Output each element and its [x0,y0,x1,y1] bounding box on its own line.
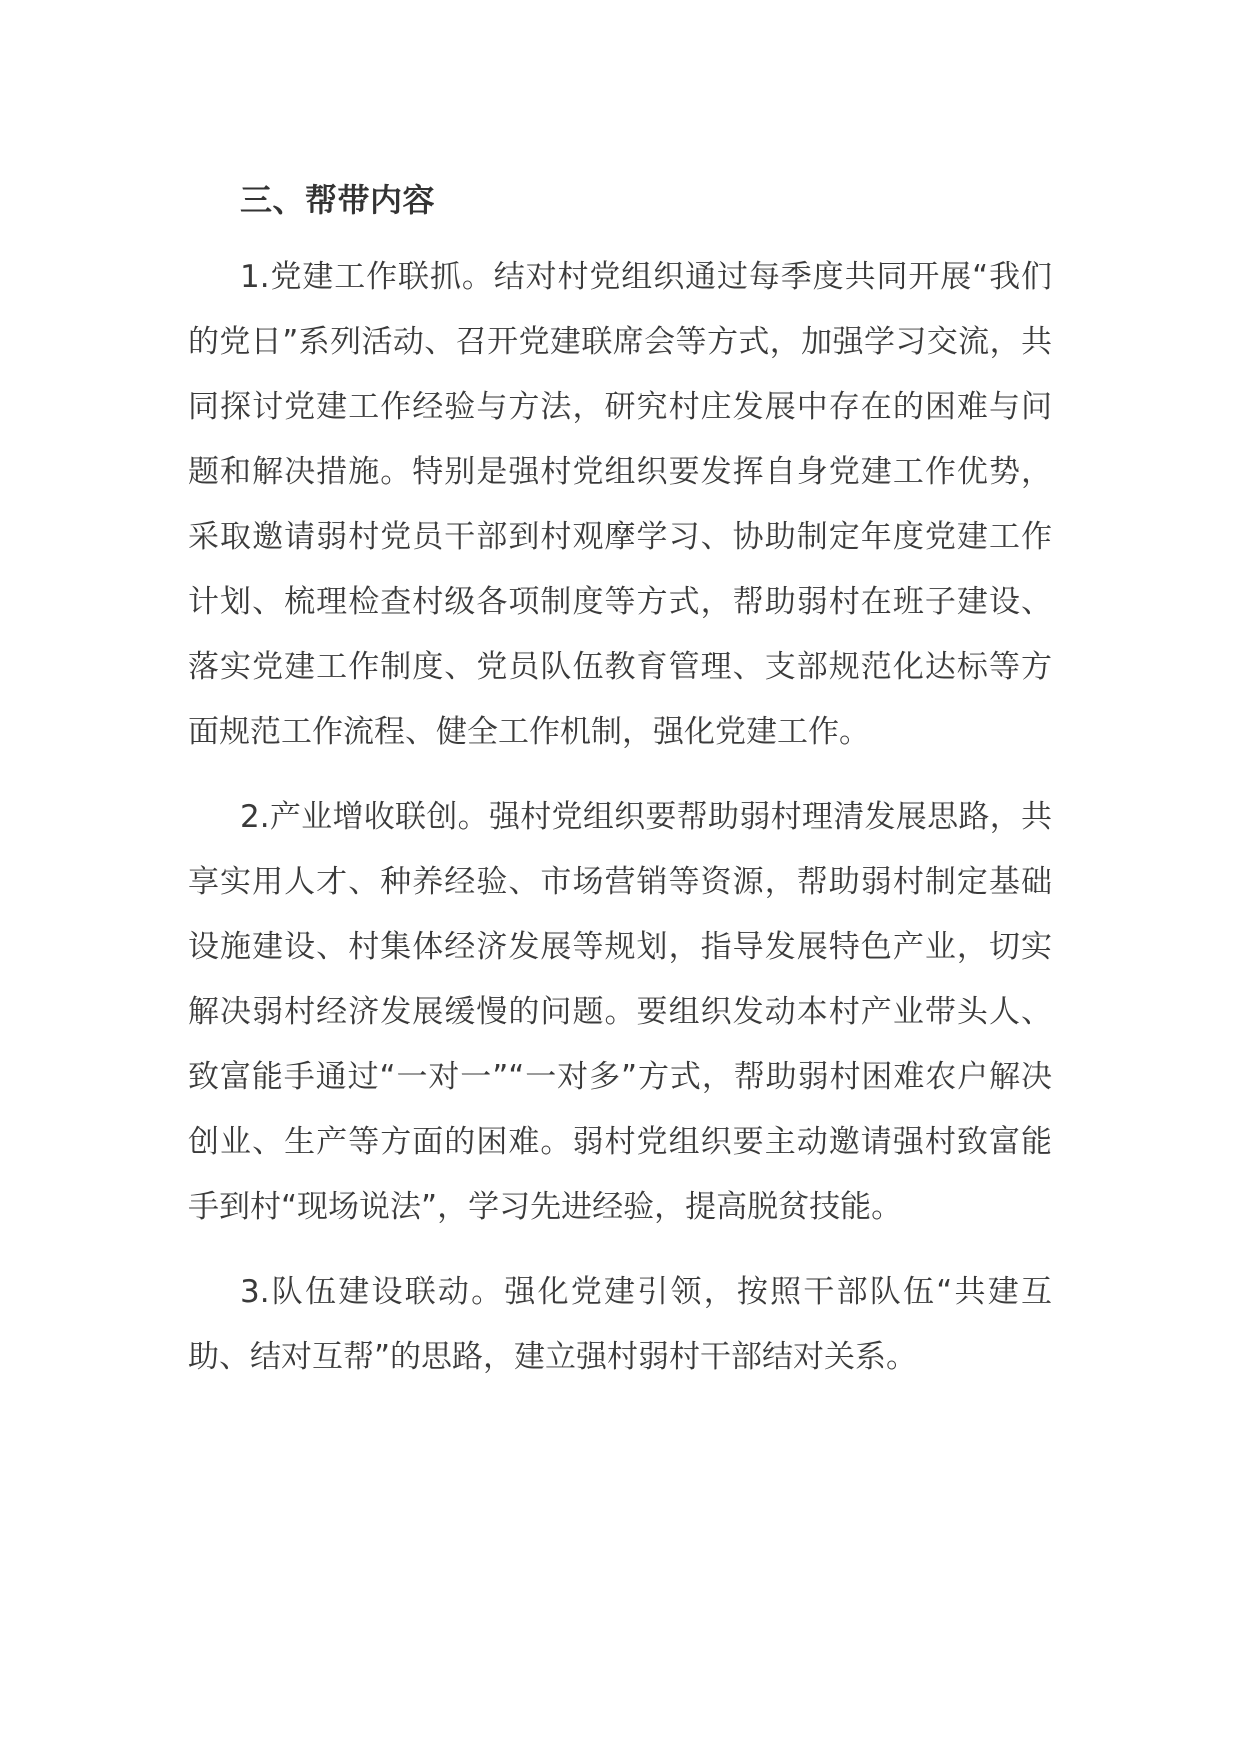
section-heading: 三、帮带内容 [240,181,436,219]
paragraph-industry-income: 2.产业增收联创。强村党组织要帮助弱村理清发展思路，共享实用人才、种养经验、市场营销等资源，帮助弱村制定基础设施建设、村集体经济发展等规划，指导发展特色产业，切实解决弱村经济发展缓慢的问题。要组织发动本村产业带头人、致富能手通过“一对一”“一对多”方式，帮助弱村困难农户解决创业、生产等方面的困难。弱村党组织要主动邀请强村致富能手到村“现场说法”，学习先进经验，提高脱贫技能。 [188,799,1052,1225]
paragraph-team-building: 3.队伍建设联动。强化党建引领，按照干部队伍“共建互助、结对互帮”的思路，建立强村弱村干部结对关系。 [188,1274,1052,1375]
document-body [188,168,1052,1390]
paragraph-party-building: 1.党建工作联抓。结对村党组织通过每季度共同开展“我们的党日”系列活动、召开党建联席会等方式，加强学习交流，共同探讨党建工作经验与方法，研究村庄发展中存在的困难与问题和解决措施。特别是强村党组织要发挥自身党建工作优势，采取邀请弱村党员干部到村观摩学习、协助制定年度党建工作计划、梳理检查村级各项制度等方式，帮助弱村在班子建设、落实党建工作制度、党员队伍教育管理、支部规范化达标等方面规范工作流程、健全工作机制，强化党建工作。 [188,259,1052,750]
